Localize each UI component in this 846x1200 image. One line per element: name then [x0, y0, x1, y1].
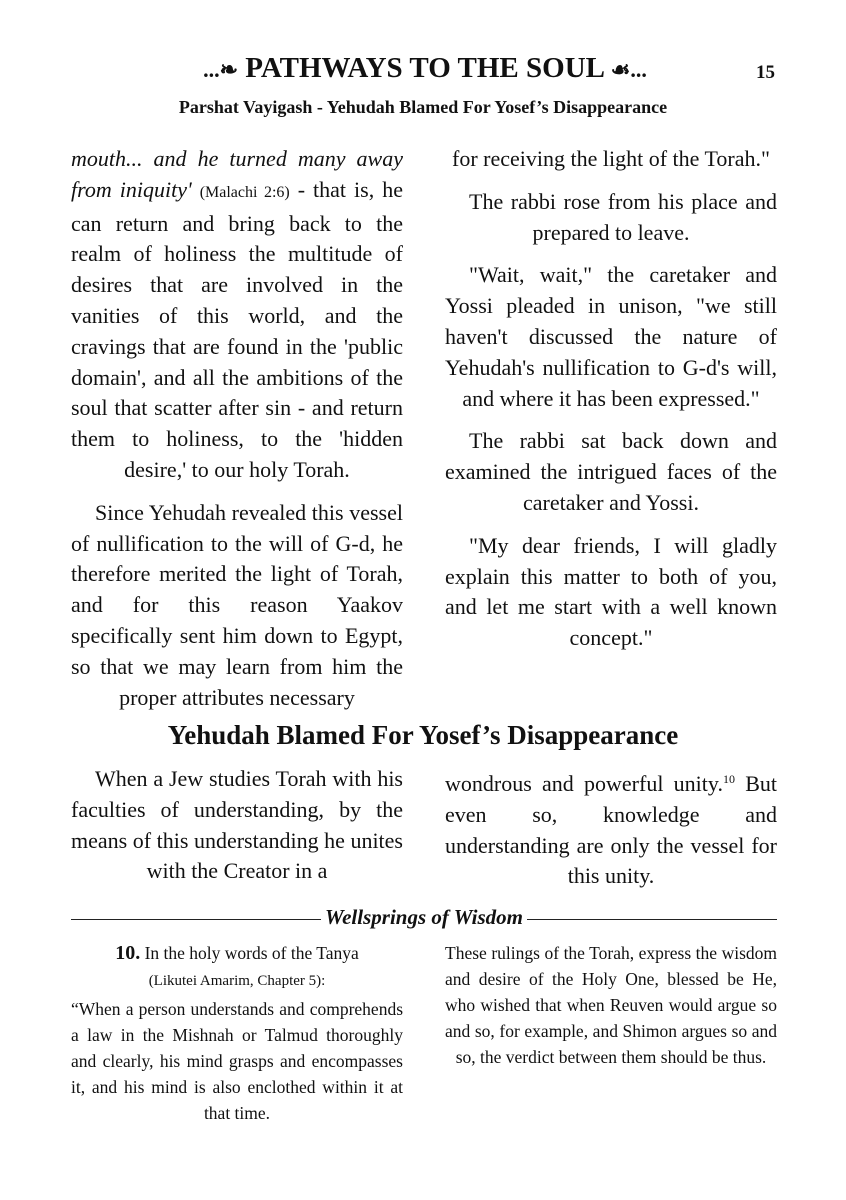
- paragraph-text: - that is, he can return and bring back to the realm of holiness the multitude of desires that are involved in the vanities of this world, and the cravings that are found in the 'public domain', and all the ambitions of the soul that scatter after sin - and return them to holiness, to the 'hidden desire,' to our holy Torah.: [71, 176, 403, 482]
- footnote-source: (Likutei Amarim, Chapter 5):: [148, 973, 326, 989]
- footnote-text: These rulings of the Torah, express the wisdom and desire of the Holy One, blessed be He, who wished that when Reuven would argue so and so, for example, and Shimon argues so and so, the verdict between them should be thus.: [445, 943, 777, 1067]
- page-number: 15: [756, 62, 775, 83]
- ornament-left-icon: ...❧: [203, 57, 239, 82]
- footnote-right: [445, 940, 777, 1072]
- footnote-left: [71, 940, 403, 1128]
- paragraph: for receiving the light of the Torah.": [452, 146, 770, 171]
- left-column-top: [71, 144, 403, 725]
- right-column-top: [445, 144, 777, 666]
- paragraph: The rabbi sat back down and examined the intrigued faces of the caretaker and Yossi.: [445, 428, 777, 515]
- left-column-section: [71, 764, 403, 899]
- paragraph-text: wondrous and powerful unity.: [445, 771, 723, 796]
- footnote-number: 10.: [115, 942, 141, 964]
- footnote-intro: [71, 940, 403, 994]
- paragraph: "Wait, wait," the caretaker and Yossi pleaded in unison, "we still haven't discussed the nature of Yehudah's nullification to G-d's will, and where it has been expressed.": [445, 262, 777, 411]
- ornament-right-icon: ☙...: [610, 57, 647, 82]
- footnote-reference[interactable]: 10: [722, 772, 735, 786]
- paragraph: "My dear friends, I will gladly explain this matter to both of you, and let me start with a well known concept.": [445, 532, 777, 651]
- divider-label: Wellsprings of Wisdom: [321, 905, 527, 929]
- quote-italic: mouth... and he turned many away from iniquity': [71, 146, 403, 202]
- right-column-section: [445, 764, 777, 904]
- paragraph: [71, 144, 403, 486]
- paragraph: The rabbi rose from his place and prepared to leave.: [469, 188, 777, 245]
- footnote-divider: [71, 905, 777, 933]
- paragraph: When a Jew studies Torah with his faculties of understanding, by the means of this understanding he unites with the Creator in a: [71, 766, 403, 884]
- paragraph-text: But even so, knowledge and understanding are only the vessel for this unity.: [445, 771, 777, 889]
- paragraph: Since Yehudah revealed this vessel of nullification to the will of G-d, he therefore merited the light of Torah, and for this reason Yaakov specifically sent him down to Egypt, so that we may learn from him the proper attributes necessary: [71, 499, 403, 710]
- section-heading: Yehudah Blamed For Yosef’s Disappearance: [167, 720, 679, 750]
- footnote-quote: “When a person understands and comprehends a law in the Mishnah or Talmud thoroughly and clearly, his mind grasps and encompasses it, and his mind is also enclothed within it at that time.: [71, 999, 403, 1123]
- footnote-text: In the holy words of the Tanya: [140, 943, 359, 963]
- paragraph: [445, 764, 777, 892]
- running-title: [130, 52, 720, 85]
- chapter-subtitle: Parshat Vayigash - Yehudah Blamed For Yosef’s Disappearance: [178, 97, 668, 117]
- citation: (Malachi 2:6): [199, 183, 290, 201]
- book-title: PATHWAYS TO THE SOUL: [245, 52, 604, 84]
